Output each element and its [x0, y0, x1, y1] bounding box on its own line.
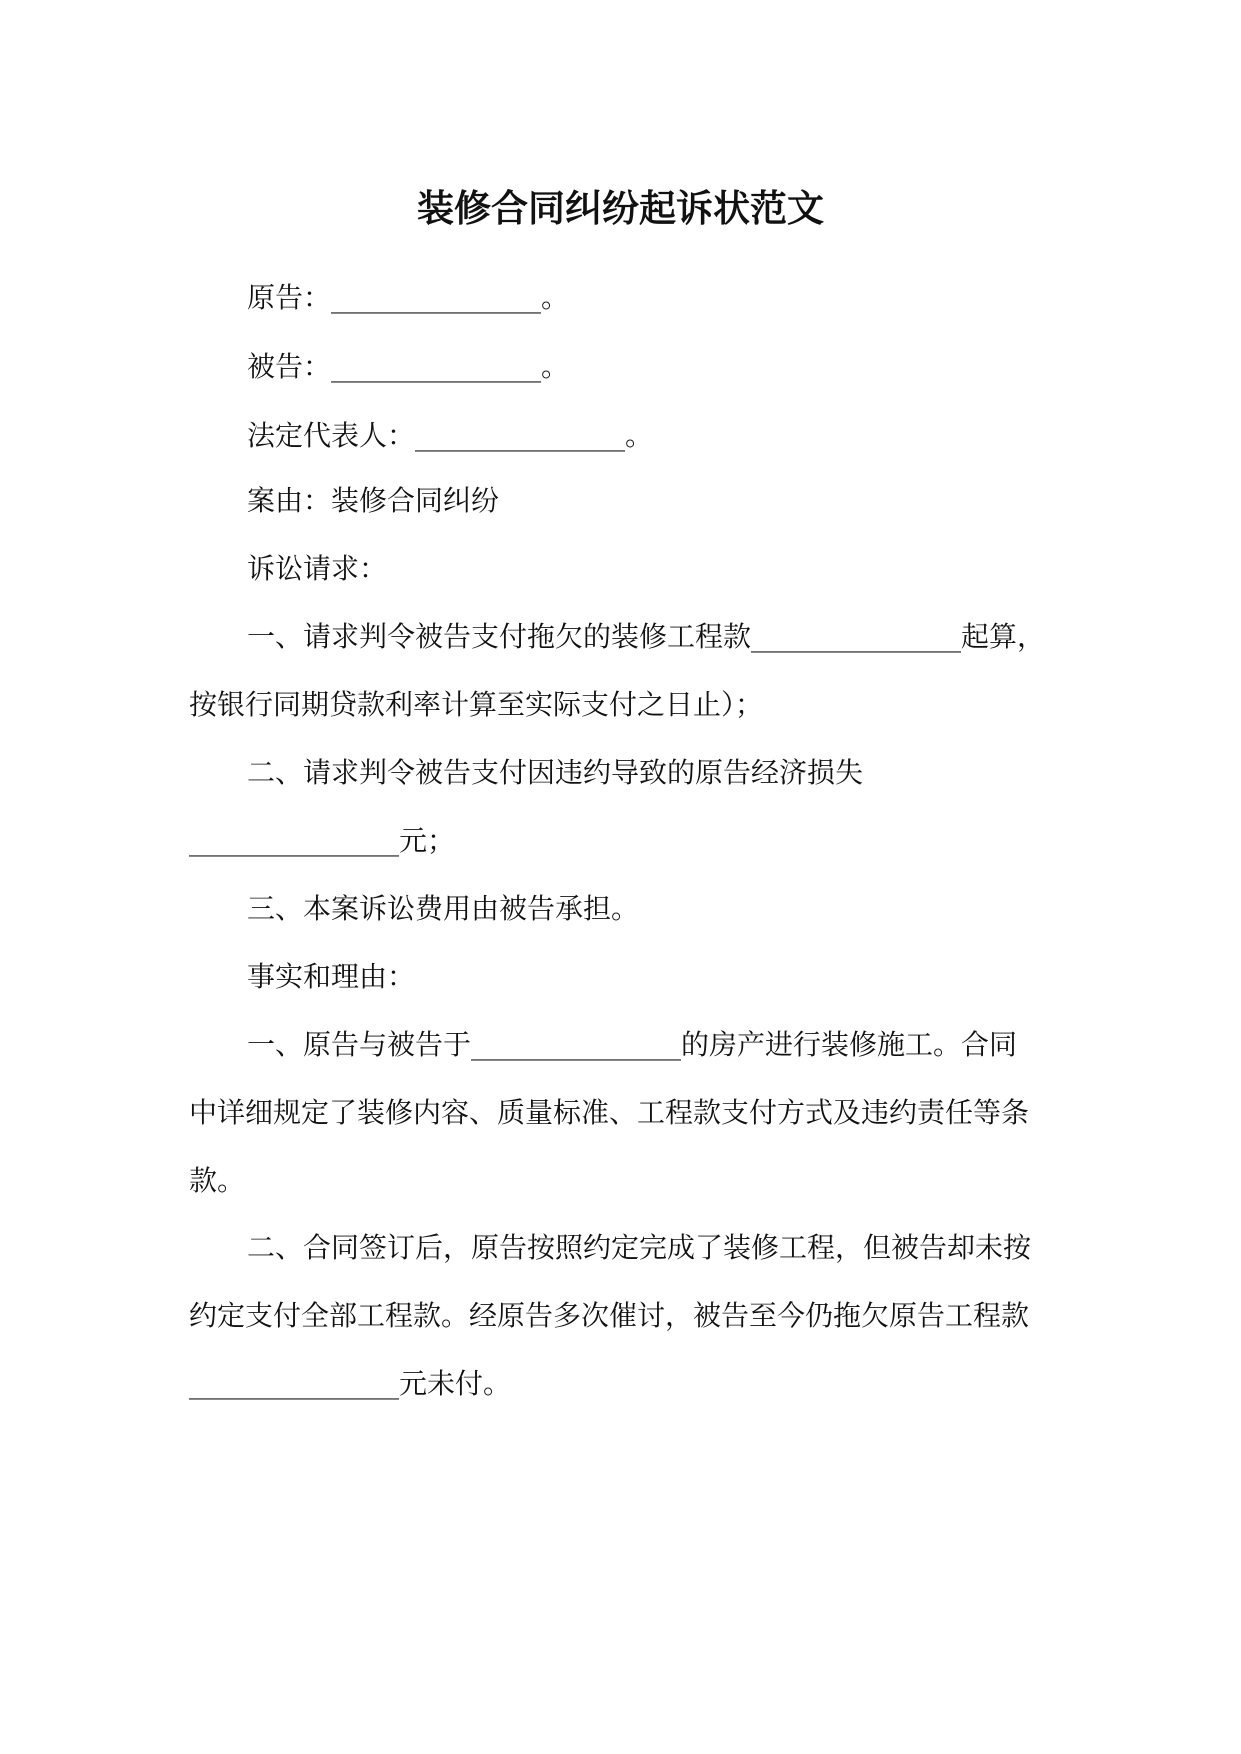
document-title: 装修合同纠纷起诉状范文: [417, 186, 824, 230]
legal-representative-line: 法定代表人：_______________。: [247, 419, 654, 452]
fact-2-line-3: _______________元未付。: [189, 1367, 512, 1400]
fact-1-line-1: 一、原告与被告于_______________的房产进行装修施工。合同: [247, 1028, 1018, 1061]
claims-heading: 诉讼请求：: [247, 552, 388, 585]
defendant-line: 被告：_______________。: [247, 350, 570, 383]
claim-1-line-1: 一、请求判令被告支付拖欠的装修工程款_______________起算，: [247, 620, 1046, 653]
plaintiff-line: 原告：_______________。: [247, 281, 570, 314]
fact-1-line-2: 中详细规定了装修内容、质量标准、工程款支付方式及违约责任等条: [189, 1096, 1030, 1129]
fact-2-line-1: 二、合同签订后，原告按照约定完成了装修工程，但被告却未按: [247, 1231, 1032, 1264]
fact-2-line-2: 约定支付全部工程款。经原告多次催讨，被告至今仍拖欠原告工程款: [189, 1299, 1030, 1332]
claim-1-line-2: 按银行同期贷款利率计算至实际支付之日止）；: [189, 688, 764, 721]
cause-line: 案由：装修合同纠纷: [247, 484, 500, 517]
claim-2-line-1: 二、请求判令被告支付因违约导致的原告经济损失: [247, 756, 864, 789]
facts-heading: 事实和理由：: [247, 960, 416, 993]
claim-2-line-2: _______________元；: [189, 824, 456, 857]
claim-3-line: 三、本案诉讼费用由被告承担。: [247, 892, 640, 925]
fact-1-line-3: 款。: [189, 1164, 246, 1197]
